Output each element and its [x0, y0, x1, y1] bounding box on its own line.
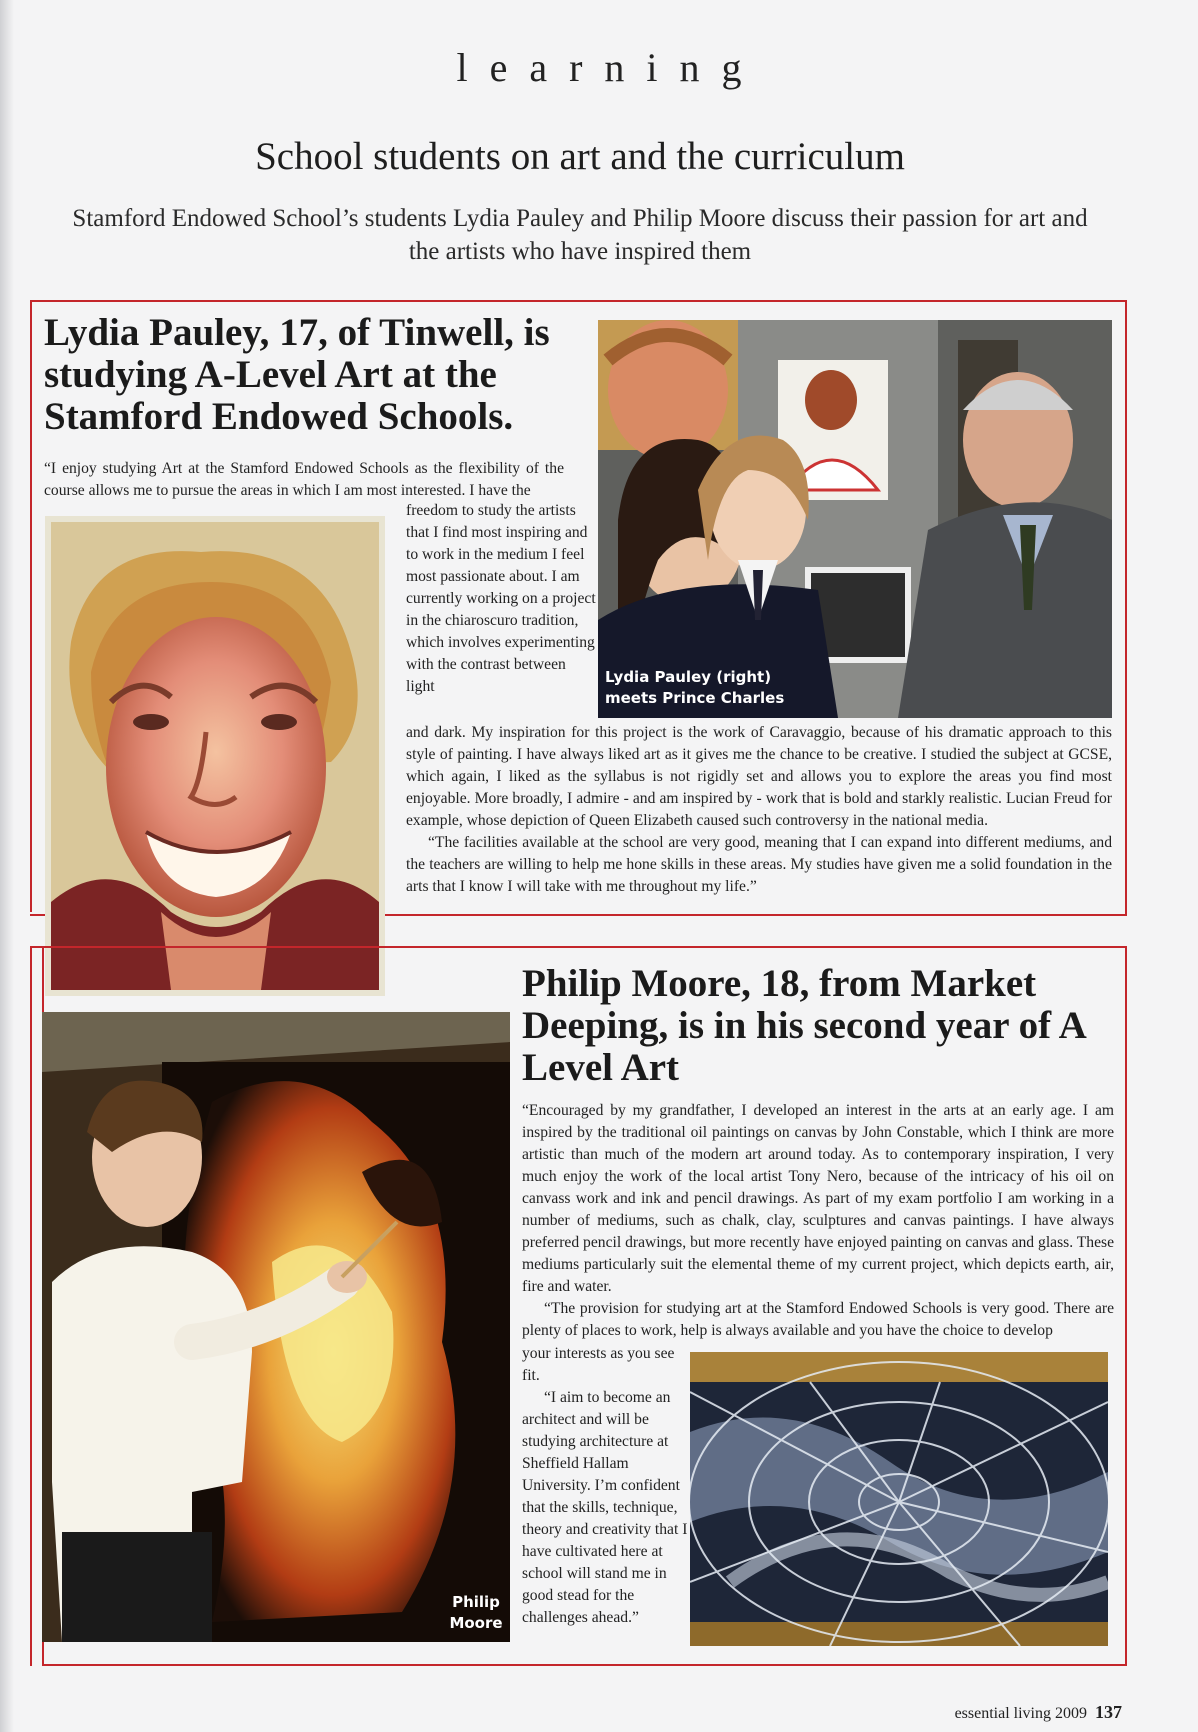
- lydia-caption-line2: meets Prince Charles: [605, 689, 785, 707]
- lydia-para1-lead-text: “I enjoy studying Art at the Stamford Endowed Schools as the flexibility of the course allows me to pursue the areas in which I am most interested. I have the: [44, 460, 564, 499]
- lydia-para1-column-text: freedom to study the artists that I find most inspiring and to work in the medium I feel most passionate about. I am currently working on a project in the chiaroscuro tradition, which involves experimenting with the contrast between light: [406, 502, 596, 695]
- philip-para2-column-text: your interests as you see fit.: [522, 1345, 675, 1384]
- lydia-para1-tail: [406, 722, 1112, 898]
- lydia-meets-prince-photo: [598, 320, 1112, 718]
- lydia-para1-tail-text: and dark. My inspiration for this project is the work of Caravaggio, because of his dramatic approach to this style of painting. I have always liked art as it gives me the chance to be creative. I studied the subject at GCSE, which again, I liked as the syllabus is not rigidly set and allows you to explore the areas you find most enjoyable. More broadly, I admire - and am inspired by - work that is bold and starkly realistic. Lucian Freud for example, whose depiction of Queen Elizabeth caused such controversy in the national media.: [406, 724, 1112, 829]
- spiderweb-glass-artwork-photo: [690, 1352, 1108, 1646]
- page-number: 137: [1095, 1702, 1122, 1722]
- standfirst: Stamford Endowed School’s students Lydia Pauley and Philip Moore discuss their passion for art and the artists who have inspired them: [72, 205, 1088, 265]
- philip-painting-photo: [42, 1012, 510, 1642]
- lydia-para2-text: “The facilities available at the school are very good, meaning that I can expand into different mediums, and the teachers are willing to help me hone skills in these areas. My studies have given me a solid foundation in the arts that I know I will take with me throughout my life.”: [406, 834, 1112, 895]
- lydia-caption-line1: Lydia Pauley (right): [605, 668, 772, 686]
- publication-name: essential living 2009: [954, 1705, 1087, 1722]
- philip-body-main: [522, 1100, 1114, 1342]
- philip-caption-line1: Philip: [452, 1593, 500, 1611]
- philip-para3-text: “I aim to become an architect and will be studying architecture at Sheffield Hallam University. I’m confident that the skills, technique, theory and creativity that I have cultivated here at school will stand me in good stead for the challenges ahead.”: [522, 1389, 688, 1626]
- portrait-painting-image: [51, 522, 379, 990]
- philip-para2-lead-text: “The provision for studying art at the Stamford Endowed Schools is very good. There are plenty of places to work, help is always available and you have the choice to develop: [522, 1300, 1114, 1339]
- lydia-title: Lydia Pauley, 17, of Tinwell, is studying A-Level Art at the Stamford Endowed Schools.: [44, 311, 550, 438]
- glass-artwork-image: [690, 1352, 1108, 1646]
- page-headline: School students on art and the curriculum: [255, 135, 905, 178]
- student-painting-image: [42, 1012, 510, 1642]
- lydia-photo-caption: [605, 667, 825, 709]
- section-label: learning: [456, 45, 764, 90]
- lydia-portrait-painting: [45, 516, 385, 996]
- philip-title: Philip Moore, 18, from Market Deeping, is in his second year of A Level Art: [522, 962, 1085, 1089]
- lydia-box-left-rule: [30, 300, 32, 912]
- philip-caption-line2: Moore: [449, 1614, 503, 1632]
- philip-body-column: [522, 1343, 688, 1629]
- lydia-para1-lead: [44, 458, 564, 502]
- lydia-para1-column: [406, 500, 596, 698]
- philip-para1-text: “Encouraged by my grandfather, I developed an interest in the arts at an early age. I am inspired by the traditional oil paintings on canvas by John Constable, which I think are more artistic than much of the modern art around today. As to contemporary inspiration, I very much enjoy the work of the local artist Tony Nero, because of the intricacy of his oil on canvass work and ink and pencil drawings. As part of my exam portfolio I am working in a number of mediums, such as chalk, clay, sculptures and canvas paintings. I have always preferred pencil drawings, but more recently have enjoyed painting on canvas and glass. These mediums particularly suit the elemental theme of my current project, which depicts earth, air, fire and water.: [522, 1102, 1114, 1295]
- meeting-photo-image: [598, 320, 1112, 718]
- page-folio: [955, 1702, 1122, 1723]
- philip-box-top-rule-stub: [30, 946, 44, 948]
- philip-box-left-rule: [30, 946, 32, 1666]
- philip-photo-caption: [446, 1592, 506, 1634]
